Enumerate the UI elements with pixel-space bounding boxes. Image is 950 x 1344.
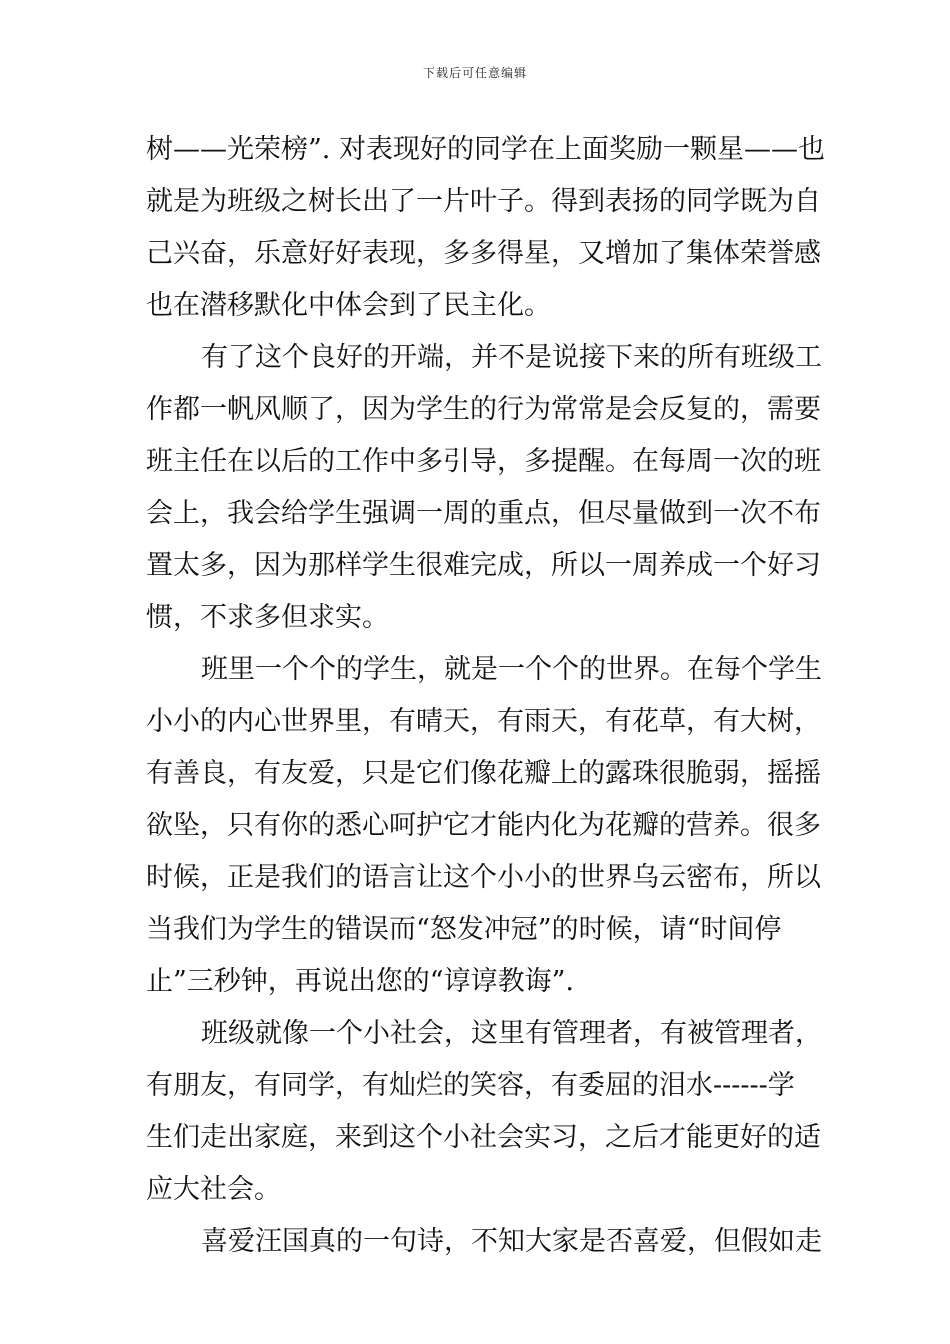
text-line: 时候，正是我们的语言让这个小小的世界乌云密布，所以 <box>146 862 821 893</box>
text-line: 班主任在以后的工作中多引导，多提醒。在每周一次的班 <box>146 446 821 477</box>
text-line: 有了这个良好的开端，并不是说接下来的所有班级工 <box>201 342 822 373</box>
paragraph-2 <box>146 332 822 644</box>
page-header: 下载后可任意编辑 <box>422 66 527 80</box>
text-line: 惯，不求多但求实。 <box>146 602 389 633</box>
text-line: 止”三秒钟，再说出您的“谆谆教诲”. <box>146 966 574 997</box>
paragraph-5 <box>146 1216 822 1268</box>
text-line: 有善良，有友爱，只是它们像花瓣上的露珠很脆弱，摇摇 <box>146 758 821 789</box>
text-line: 喜爱汪国真的一句诗，不知大家是否喜爱，但假如走 <box>201 1226 822 1257</box>
paragraph-3 <box>146 644 822 1008</box>
paragraph-4 <box>146 1008 822 1216</box>
text-line: 班里一个个的学生，就是一个个的世界。在每个学生 <box>201 654 822 685</box>
text-line: 应大社会。 <box>146 1174 281 1205</box>
text-line: 生们走出家庭，来到这个小社会实习，之后才能更好的适 <box>146 1122 821 1153</box>
document-body <box>146 124 825 1268</box>
text-line: 小小的内心世界里，有晴天，有雨天，有花草，有大树， <box>146 706 821 737</box>
text-line: 置太多，因为那样学生很难完成，所以一周养成一个好习 <box>146 550 821 581</box>
text-line: 有朋友，有同学，有灿烂的笑容，有委屈的泪水------学 <box>146 1070 795 1101</box>
text-line: 己兴奋，乐意好好表现，多多得星，又增加了集体荣誉感 <box>146 238 821 269</box>
text-line: 作都一帆风顺了，因为学生的行为常常是会反复的，需要 <box>146 394 821 425</box>
text-line: 树——光荣榜”. 对表现好的同学在上面奖励一颗星——也 <box>146 134 825 165</box>
paragraph-1 <box>146 124 825 332</box>
text-line: 班级就像一个小社会，这里有管理者，有被管理者， <box>201 1018 822 1049</box>
text-line: 会上，我会给学生强调一周的重点，但尽量做到一次不布 <box>146 498 821 529</box>
text-line: 当我们为学生的错误而“怒发冲冠”的时候，请“时间停 <box>146 914 782 945</box>
text-line: 就是为班级之树长出了一片叶子。得到表扬的同学既为自 <box>146 186 821 217</box>
text-line: 欲坠，只有你的悉心呵护它才能内化为花瓣的营养。很多 <box>146 810 821 841</box>
text-line: 也在潜移默化中体会到了民主化。 <box>146 290 551 321</box>
